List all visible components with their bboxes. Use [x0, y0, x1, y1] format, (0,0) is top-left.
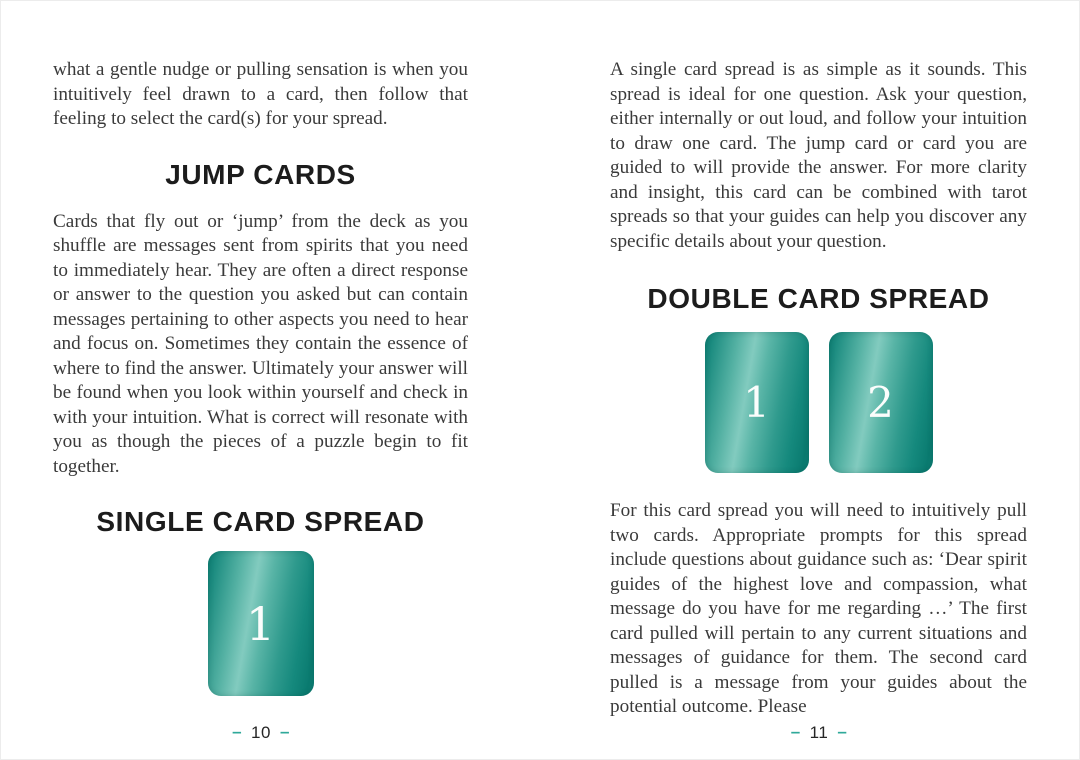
single-spread-card-1: [208, 551, 314, 696]
double-spread-cards-row: [610, 332, 1027, 473]
page-number-right: 11: [809, 723, 829, 742]
heading-jump-cards: JUMP CARDS: [165, 158, 356, 190]
card-number: 1: [245, 596, 276, 651]
card-number: 2: [867, 378, 894, 427]
paragraph-double-card-spread: For this card spread you will need to intuitively pull two cards. Appropriate prompts for this spread include questions about guidance such as: ‘Dear spirit guides of the highest love and compassion, what message do you have for me regarding …’ The first card pulled will pertain to any current situations and messages of guidance for them. The second card pulled is a message from your guides about the potential outcome. Please: [610, 500, 1027, 717]
page-left: [1, 1, 540, 759]
footer-dash-left: –: [790, 722, 801, 741]
paragraph-jump-cards: Cards that fly out or ‘jump’ from the deck as you shuffle are messages sent from spirits that you need to immediately hear. They are often a direct response or answer to the question you asked but can contain messages pertaining to other aspects you need to hear and focus on. Sometimes they contain the essence of where to find the answer. Ultimately your answer will be found when you look within yourself and check in with your intuition. What is correct will resonate with you as though the pieces of a puzzle begin to fit together.: [53, 210, 468, 477]
paragraph-intro-continuation: what a gentle nudge or pulling sensation is when you intuitively feel drawn to a card, then follow that feeling to select the card(s) for your spread.: [53, 59, 468, 129]
paragraph-single-card-spread: A single card spread is as simple as it sounds. This spread is ideal for one question. Ask your question, either internally or out loud, and follow your intuition to draw one card. The jump card or card you are guided to will provide the answer. For more clarity and insight, this card can be combined with tarot spreads so that your guides can help you discover any specific details about your question.: [610, 59, 1027, 252]
footer-dash-right: –: [279, 722, 290, 741]
footer-dash-left: –: [232, 722, 243, 741]
double-spread-card-1: [705, 332, 809, 473]
heading-double-card-spread: DOUBLE CARD SPREAD: [647, 283, 990, 314]
card-number: 1: [743, 378, 770, 427]
heading-single-card-spread: SINGLE CARD SPREAD: [96, 506, 425, 537]
page-number-left: 10: [251, 723, 271, 742]
double-spread-card-2: [829, 332, 933, 473]
footer-dash-right: –: [837, 722, 848, 741]
page-footer-left: [53, 723, 469, 743]
page-right: [540, 1, 1079, 759]
page-footer-right: [610, 723, 1028, 743]
